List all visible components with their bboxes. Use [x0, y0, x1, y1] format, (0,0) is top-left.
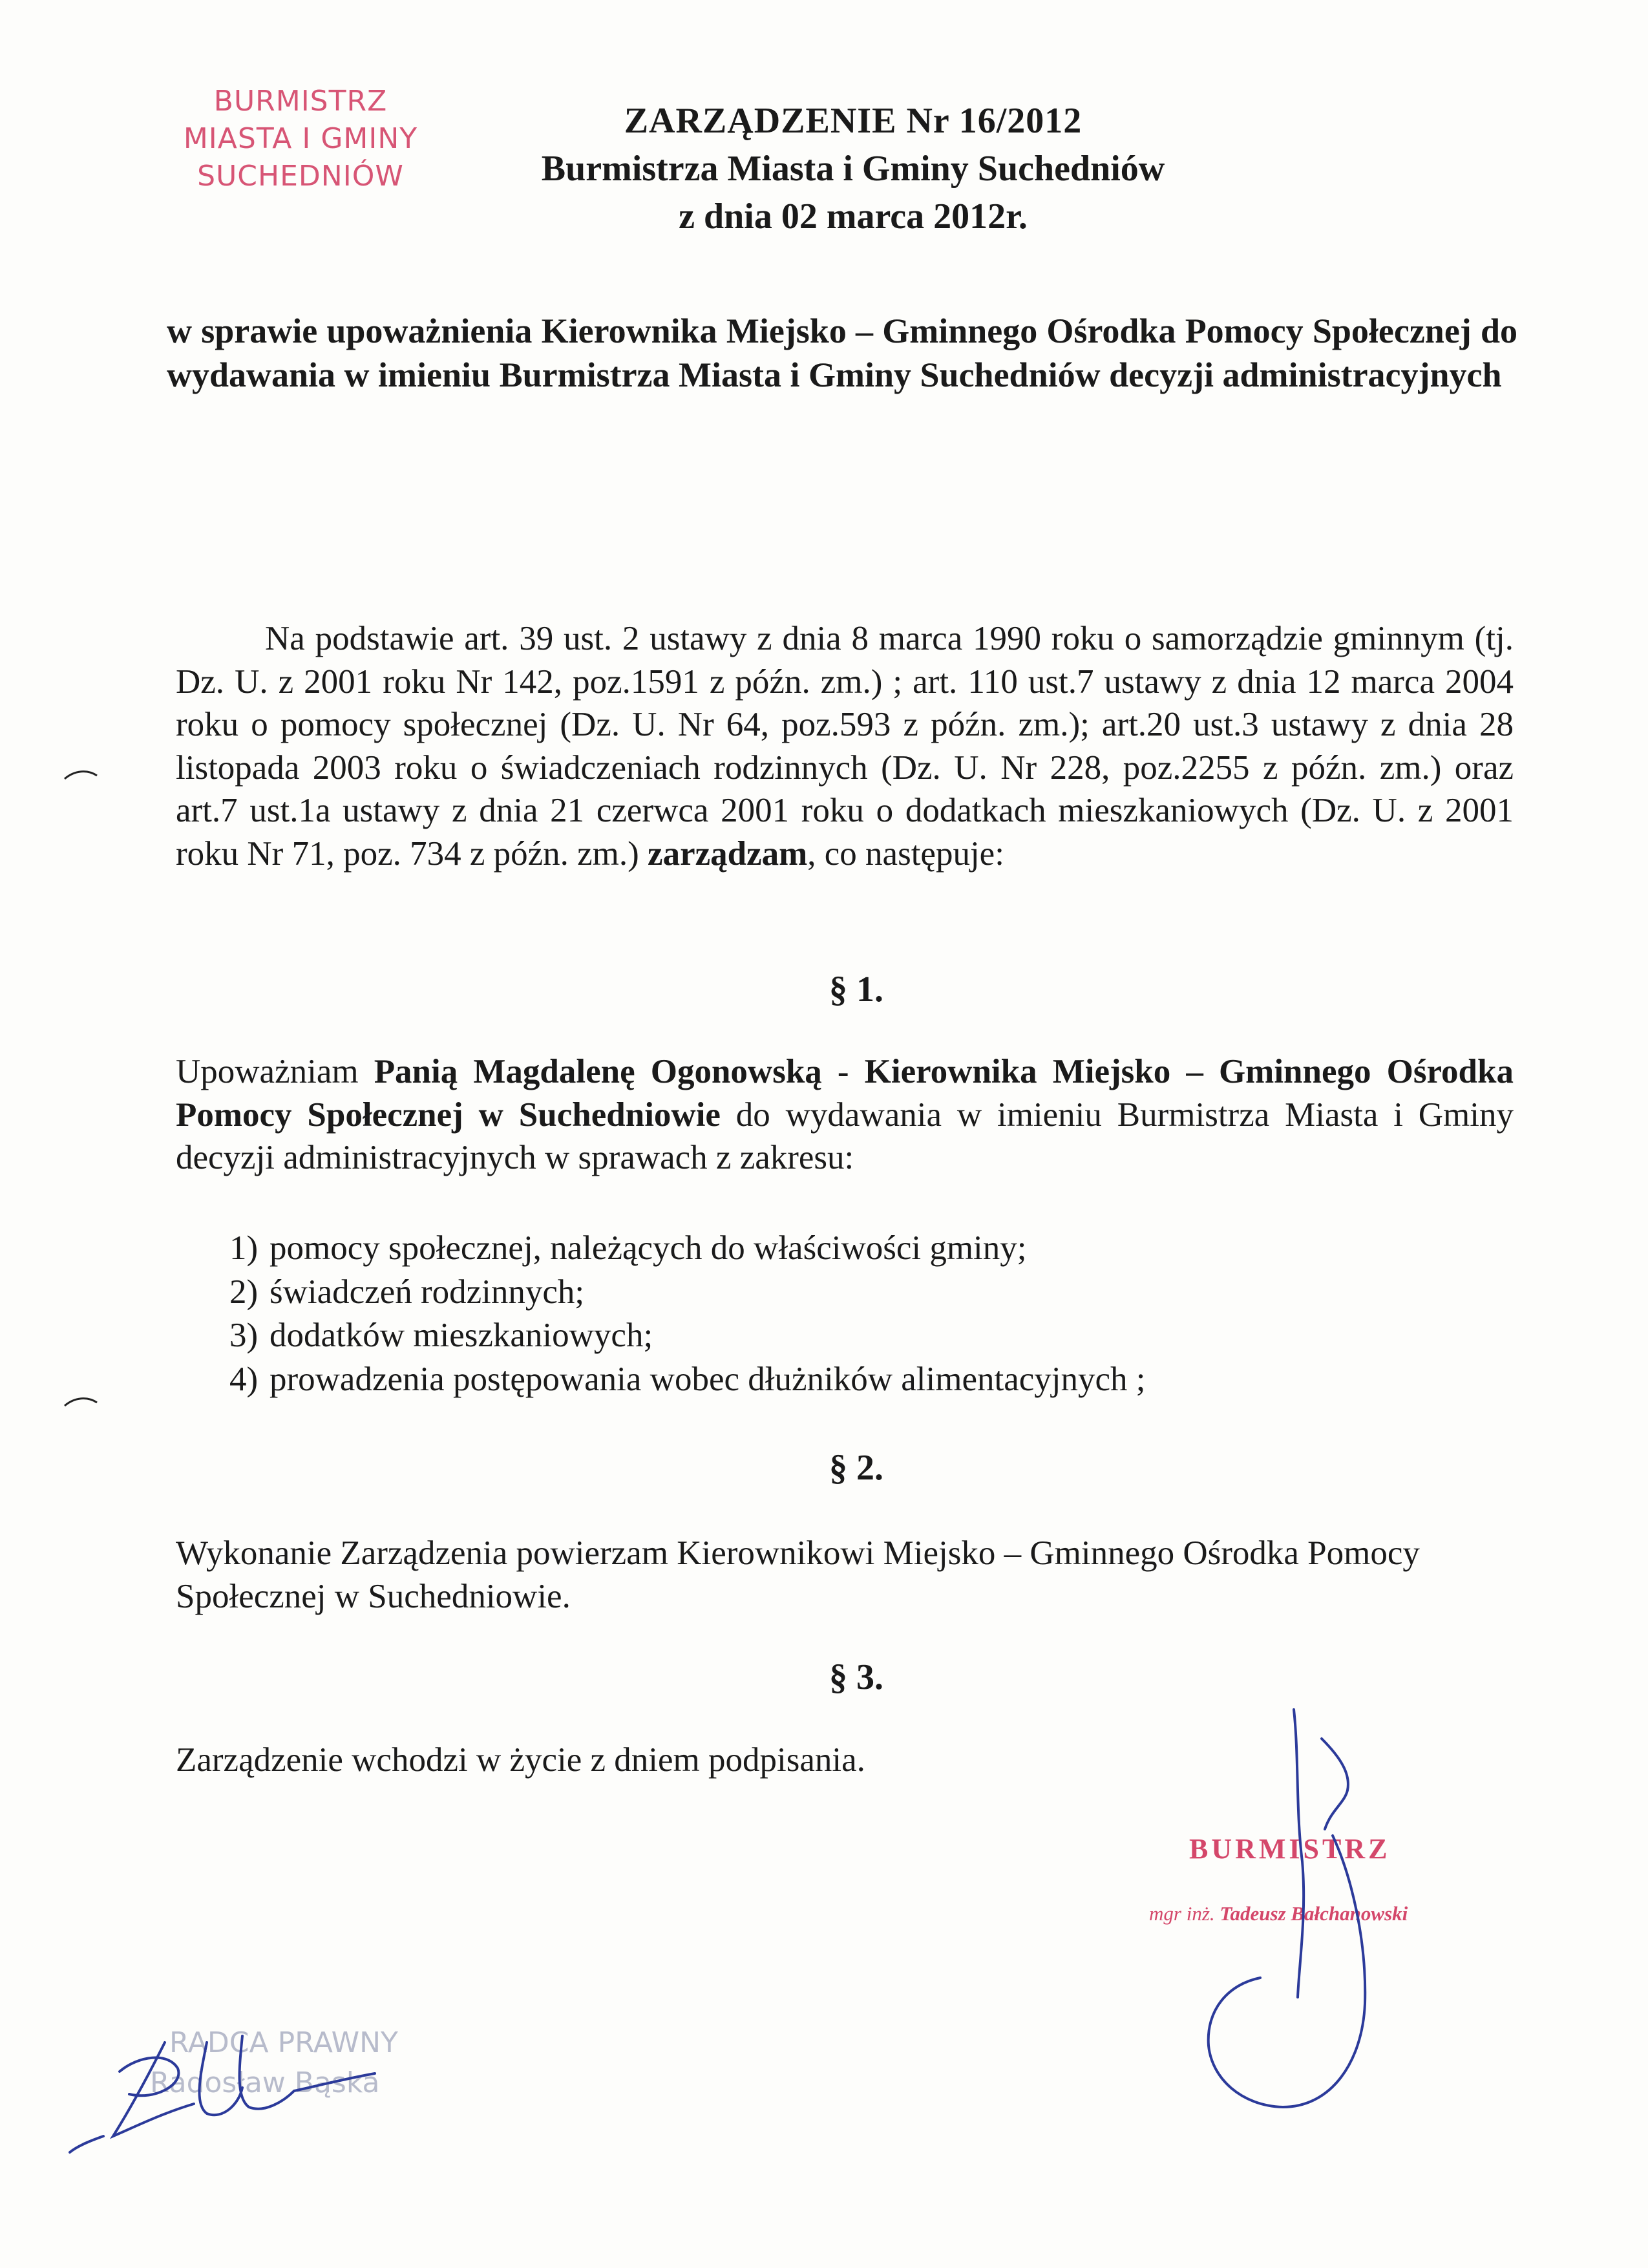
list-item-number: 4)	[229, 1360, 259, 1398]
list-item-number: 3)	[229, 1317, 259, 1354]
document-subject: w sprawie upoważnienia Kierownika Miejsko – Gminnego Ośrodka Pomocy Społecznej do wydawania w imieniu Burmistrza Miasta i Gminy Suchedniów decyzji administracyjnych	[167, 312, 1517, 394]
document-issuer: Burmistrza Miasta i Gminy Suchedniów	[541, 149, 1165, 189]
section-3-paragraph: Zarządzenie wchodzi w życie z dniem podpisania.	[176, 1741, 865, 1779]
list-item-text: świadczeń rodzinnych;	[269, 1273, 585, 1311]
preamble-decree-word: zarządzam	[648, 834, 808, 873]
section-1-authorized-person: Panią Magdalenę Ogonowską - Kierownika Miejsko – Gminnego Ośrodka Pomocy Społecznej w Suchedniowie	[176, 1053, 1514, 1134]
section-1-mark: § 1.	[829, 970, 883, 1010]
document-date: z dnia 02 marca 2012r.	[679, 196, 1028, 237]
list-item-number: 2)	[229, 1273, 259, 1311]
list-item-text: prowadzenia postępowania wobec dłużników alimentacyjnych ;	[269, 1360, 1146, 1398]
counsel-handwritten-signature	[70, 2036, 375, 2152]
section-1-lead: Upoważniam	[176, 1053, 374, 1090]
mayor-handwritten-signature	[1209, 1710, 1366, 2107]
section-2-paragraph: Wykonanie Zarządzenia powierzam Kierownikowi Miejsko – Gminnego Ośrodka Pomocy Społecznej w Suchedniowie.	[176, 1534, 1420, 1615]
stamp-line: SUCHEDNIÓW	[197, 160, 404, 193]
signature-stamp-title: BURMISTRZ	[1189, 1833, 1391, 1865]
stamp-line: MIASTA I GMINY	[183, 122, 418, 155]
stamp-line: RADCA PRAWNY	[169, 2026, 398, 2059]
section-1-rest: do wydawania w imieniu Burmistrza Miasta i Gminy decyzji administracyjnych w sprawach z zakresu:	[176, 1096, 1514, 1176]
stamp-line: Radosław Bąska	[150, 2066, 380, 2099]
signature-title-prefix: mgr inż.	[1149, 1902, 1220, 1925]
list-item-text: dodatków mieszkaniowych;	[269, 1317, 653, 1354]
preamble-ending: , co następuje:	[807, 834, 1004, 873]
section-3-mark: § 3.	[829, 1657, 883, 1697]
stamp-line: BURMISTRZ	[213, 85, 388, 118]
punch-hole-marks	[65, 772, 97, 1406]
preamble-text: Na podstawie art. 39 ust. 2 ustawy z dnia 8 marca 1990 roku o samorządzie gminnym (tj. Dz. U. z 2001 roku Nr 142, poz.1591 z późn. zm.) ; art. 110 ust.7 ustawy z dnia 12 marca 2004 roku o pomocy społecznej (Dz. U. Nr 64, poz.593 z późn. zm.); art.20 ust.3 ustawy z dnia 28 listopada 2003 roku o świadczeniach rodzinnych (Dz. U. Nr 228, poz.2255 z późn. zm.) oraz art.7 ust.1a ustawy z dnia 21 czerwca 2001 roku o dodatkach mieszkaniowych (Dz. U. z 2001 roku Nr 71, poz. 734 z późn. zm.)	[176, 620, 1514, 873]
list-item-number: 1)	[229, 1229, 259, 1267]
section-2-mark: § 2.	[829, 1448, 883, 1488]
signature-person-name: Tadeusz Bałchanowski	[1220, 1902, 1408, 1925]
list-item-text: pomocy społecznej, należących do właściwości gminy;	[269, 1229, 1027, 1267]
document-title: ZARZĄDZENIE Nr 16/2012	[624, 101, 1083, 141]
